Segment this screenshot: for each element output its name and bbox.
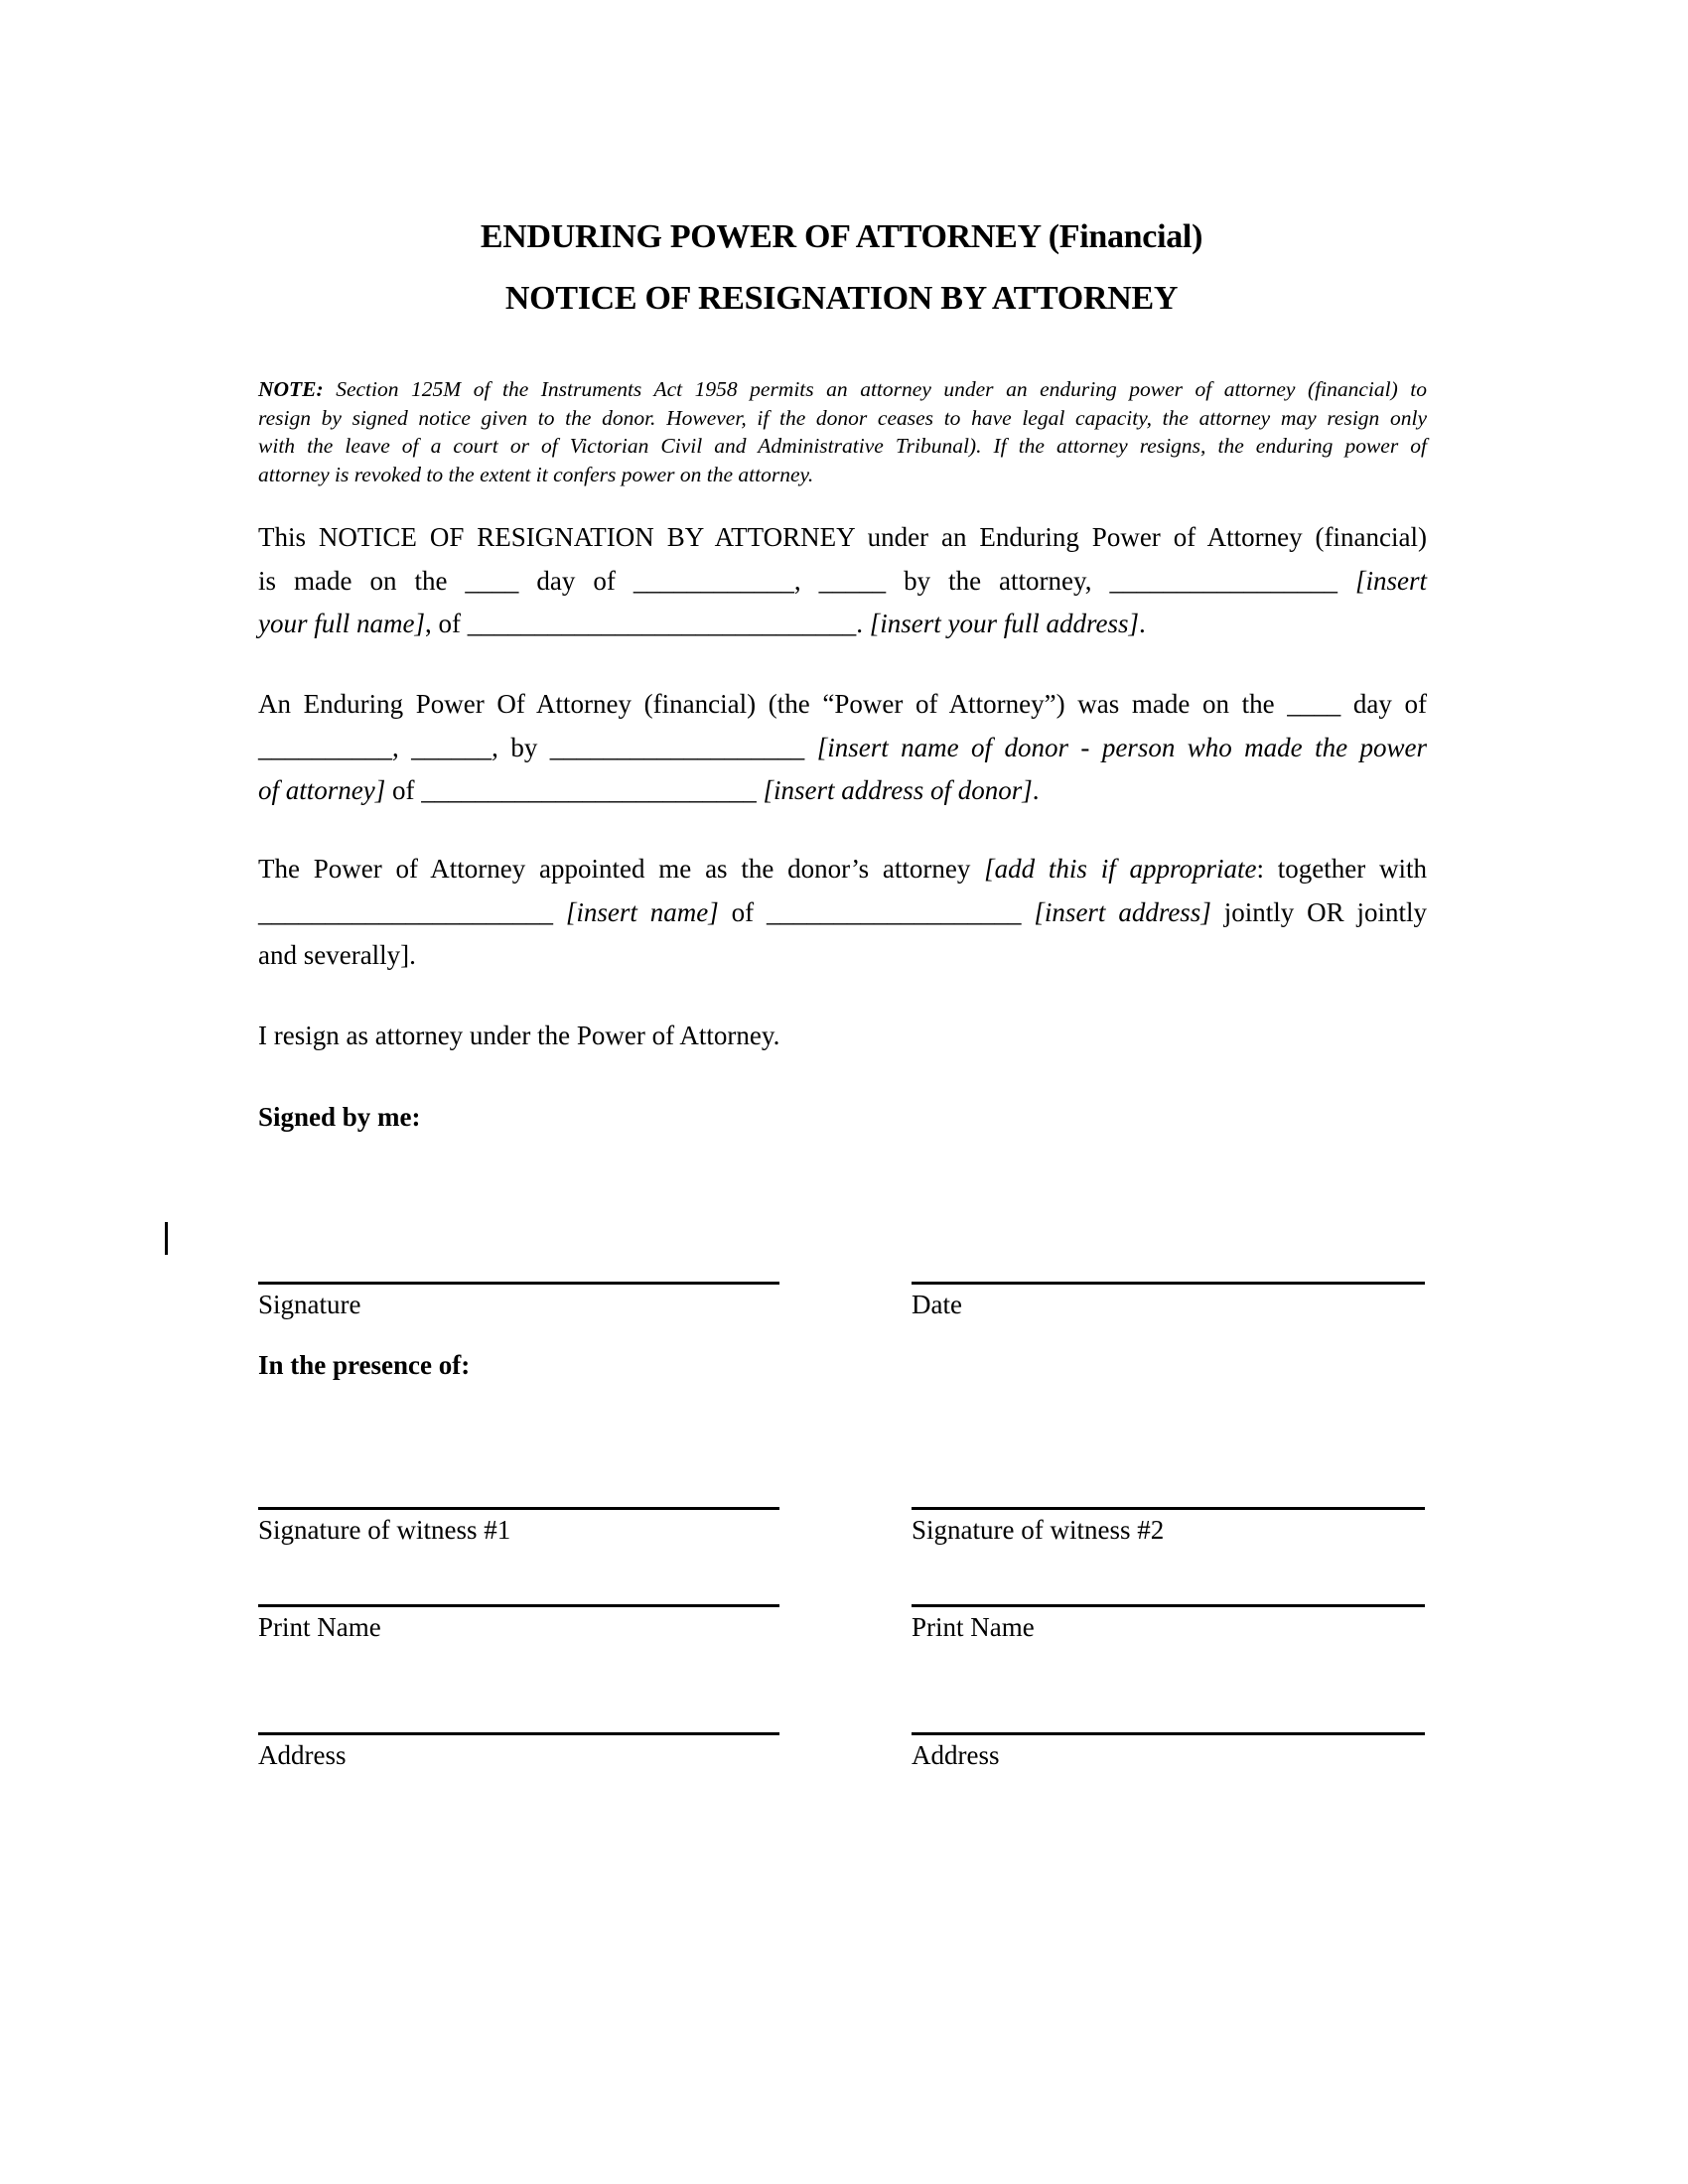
- note-line-2: resign by signed notice given to the donor. However, if the donor ceases to have legal capacity, the attorney may resign only: [258, 405, 1427, 430]
- witness1-label: Signature of witness #1: [258, 1515, 511, 1545]
- witness1-signature-line: [258, 1507, 779, 1510]
- date-line: [912, 1282, 1425, 1285]
- paragraph-3-line-3: and severally].: [258, 940, 416, 970]
- paragraph-2-line-2: __________, ______, by ___________________ [insert name of donor - person who made the power: [258, 732, 1427, 762]
- paragraph-2-line-1: An Enduring Power Of Attorney (financial) (the “Power of Attorney”) was made on the ____ day of: [258, 689, 1427, 719]
- witness2-print-name-line: [912, 1604, 1425, 1607]
- paragraph-1-line-2: is made on the ____ day of ____________, _____ by the attorney, _________________ [insert: [258, 565, 1427, 596]
- witness2-label: Signature of witness #2: [912, 1515, 1165, 1545]
- paragraph-1-line-3: your full name], of _____________________________. [insert your full address].: [258, 609, 1146, 638]
- document-subtitle: NOTICE OF RESIGNATION BY ATTORNEY: [504, 280, 1179, 317]
- note-paragraph: [258, 375, 1427, 488]
- note-label: NOTE:: [258, 377, 324, 401]
- resignation-statement: I resign as attorney under the Power of Attorney.: [258, 1021, 780, 1050]
- signature-label: Signature: [258, 1290, 361, 1319]
- witness2-signature-line: [912, 1507, 1425, 1510]
- witness1-print-name-line: [258, 1604, 779, 1607]
- signed-by-heading: Signed by me:: [258, 1102, 421, 1132]
- paragraph-appointment: [258, 848, 1427, 978]
- presence-heading: In the presence of:: [258, 1350, 471, 1380]
- text-cursor-artifact: [165, 1222, 168, 1255]
- note-line-3: with the leave of a court or of Victorian Civil and Administrative Tribunal). If the attorney resigns, the enduring power of: [258, 434, 1427, 459]
- paragraph-3-line-2: ______________________ [insert name] of ___________________ [insert address] jointly OR jointly: [258, 896, 1427, 927]
- witness1-address-label: Address: [258, 1740, 347, 1770]
- paragraph-1-line-1: This NOTICE OF RESIGNATION BY ATTORNEY under an Enduring Power of Attorney (financial): [258, 522, 1427, 552]
- document-title: ENDURING POWER OF ATTORNEY (Financial): [480, 218, 1203, 255]
- witness2-address-label: Address: [912, 1740, 1000, 1770]
- paragraph-2-line-3: of attorney] of _________________________ [insert address of donor].: [258, 775, 1040, 805]
- note-line-4: attorney is revoked to the extent it confers power on the attorney.: [258, 462, 814, 486]
- date-label: Date: [912, 1290, 962, 1319]
- paragraph-3-line-1: The Power of Attorney appointed me as the donor’s attorney [add this if appropriate: together with: [258, 854, 1428, 884]
- witness1-print-name-label: Print Name: [258, 1612, 381, 1642]
- paragraph-power-made: [258, 683, 1427, 813]
- paragraph-notice-made: [258, 516, 1427, 646]
- witness2-address-line: [912, 1732, 1425, 1735]
- note-line-1: NOTE: Section 125M of the Instruments Act 1958 permits an attorney under an enduring power of attorney (financial) to: [258, 377, 1427, 401]
- witness1-address-line: [258, 1732, 779, 1735]
- signature-line: [258, 1282, 779, 1285]
- witness2-print-name-label: Print Name: [912, 1612, 1035, 1642]
